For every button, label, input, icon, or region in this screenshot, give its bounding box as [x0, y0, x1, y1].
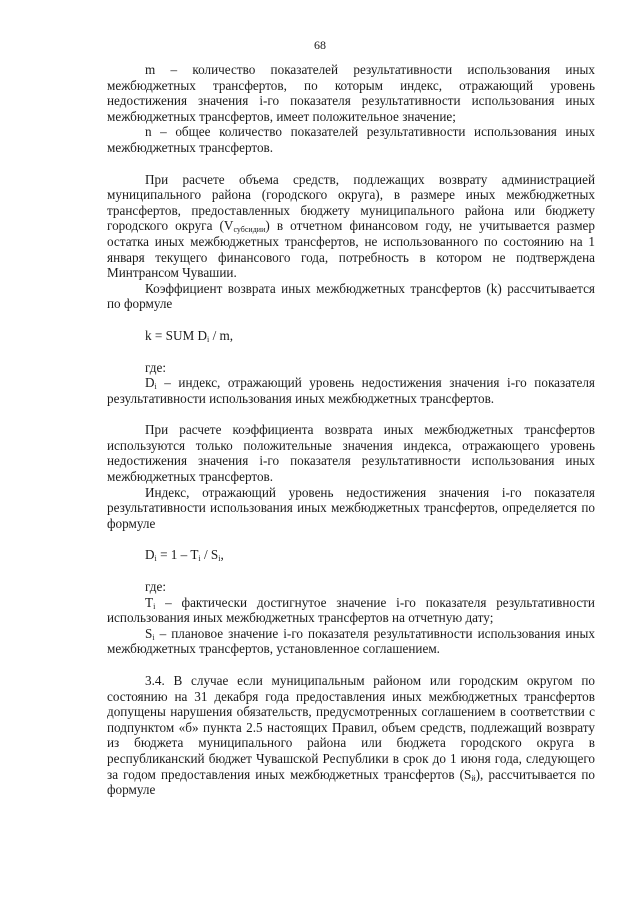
v-subscript: субсидии: [233, 225, 266, 235]
paragraph-calculation: [107, 172, 595, 281]
paragraph-calculation-text-1: При расчете объема средств, подлежащих возврату администрацией муниципального района (городского округа), в размере иных межбюджетных трансфертов, предоставленных бюджету муниципального района или бюджету городского округа (V: [107, 171, 595, 234]
d-symbol: D: [145, 375, 155, 391]
t-sub: i: [153, 601, 156, 611]
formula-d-slash: / S: [200, 547, 219, 563]
n-symbol: n: [145, 124, 152, 140]
paragraph-coefficient: Коэффициент возврата иных межбюджетных трансфертов (k) рассчитывается по формуле: [107, 280, 595, 312]
t-definition-text: – фактически достигнутое значение i-го показателя результативности использования иных межбюджетных трансфертов на отчетную дату;: [107, 594, 595, 626]
section-3-4-text-2: ), рассчитывается по формуле: [107, 766, 595, 798]
section-3-4-sub: й: [471, 773, 476, 783]
formula-d-end: ,: [220, 547, 224, 563]
formula-d-symbol: D: [145, 547, 155, 563]
d-definition: [107, 375, 595, 406]
formula-d: [107, 547, 595, 563]
n-definition: [107, 124, 595, 155]
formula-t-sub: i: [198, 554, 201, 564]
formula-k-sub: i: [207, 334, 210, 344]
n-definition-text: – общее количество показателей результативности использования иных межбюджетных трансфертов.: [107, 124, 595, 155]
formula-d-sub: i: [154, 554, 157, 564]
formula-k: [107, 328, 595, 344]
section-3-4: [107, 673, 595, 798]
m-symbol: m: [145, 62, 156, 77]
formula-s-sub: i: [218, 554, 221, 564]
d-sub: i: [154, 382, 157, 392]
t-symbol: T: [145, 594, 154, 610]
where-label-1: где:: [145, 359, 166, 375]
formula-k-left: k = SUM D: [145, 327, 208, 343]
document-body: [107, 62, 595, 798]
paragraph-positive-values: При расчете коэффициента возврата иных межбюджетных трансфертов используются только положительные значения индекса, отражающего уровень недостижения значения i-го показателя результативности использования иных межбюджетных трансфертов.: [107, 422, 595, 485]
d-definition-text: – индекс, отражающий уровень недостижения значения i-го показателя результативности использования иных межбюджетных трансфертов.: [107, 375, 595, 406]
s-definition: [107, 626, 595, 657]
section-3-4-text-1: 3.4. В случае если муниципальным районом или городским округом по состоянию на 31 декабря года предоставления иных межбюджетных трансфертов допущены нарушения обязательств, предусмотренных соглашением в соответствии с подпунктом «б» пункта 2.5 настоящих Правил, объем средств, подлежащий возврату из бюджета муниципального района или бюджета городского округа в республиканский бюджет Чувашской Республики в срок до 1 июня года, следующего за годом предоставления иных межбюджетных трансфертов (S: [107, 673, 595, 782]
s-sub: i: [152, 632, 155, 642]
m-definition-text: – количество показателей результативности использования иных межбюджетных трансфертов, по которым индекс, отражающий уровень недостижения значения i-го показателя результативности использования иных межбюджетных трансфертов, имеет положительное значение;: [107, 62, 595, 124]
paragraph-index: Индекс, отражающий уровень недостижения значения i-го показателя результативности использования иных межбюджетных трансфертов, определяется по формуле: [107, 484, 595, 531]
formula-k-right: / m,: [209, 327, 234, 343]
m-definition: [107, 62, 595, 124]
paragraph-calculation-text-2: ) в отчетном финансовом году, не учитывается размер остатка иных межбюджетных трансфертов, не использованного по состоянию на 1 января текущего финансового года, потребность в котором не подтверждена Минтрансом Чувашии.: [107, 218, 595, 281]
t-definition: [107, 595, 595, 626]
s-definition-text: – плановое значение i-го показателя результативности использования иных межбюджетных трансфертов, установленное соглашением.: [107, 625, 595, 657]
formula-d-mid: = 1 – T: [156, 547, 199, 563]
page-number: 68: [314, 38, 326, 52]
s-symbol: S: [145, 625, 153, 641]
where-label-2: где:: [145, 579, 166, 595]
